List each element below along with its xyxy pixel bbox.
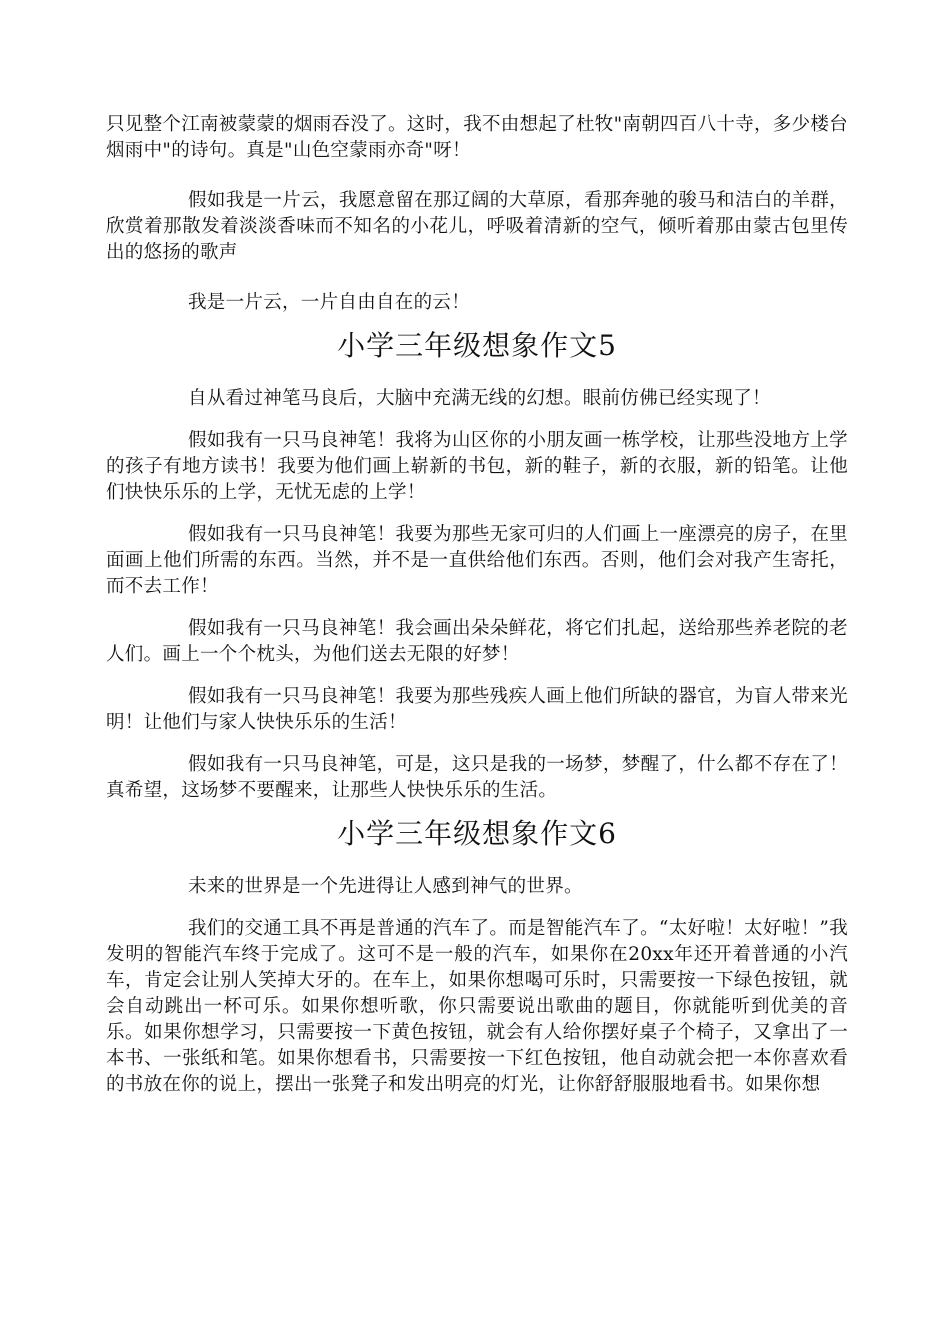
paragraph: 假如我有一只马良神笔！我会画出朵朵鲜花，将它们扎起，送给那些养老院的老人们。画上一个个枕头，为他们送去无限的好梦！	[106, 618, 848, 665]
paragraph: 未来的世界是一个先进得让人感到神气的世界。	[188, 876, 583, 897]
document-page	[106, 112, 848, 1098]
paragraph: 假如我是一片云，我愿意留在那辽阔的大草原，看那奔驰的骏马和洁白的羊群，欣赏着那散发着淡淡香味而不知名的小花儿，呼吸着清新的空气，倾听着那由蒙古包里传出的悠扬的歌声	[106, 190, 848, 263]
paragraph: 假如我有一只马良神笔！我要为那些无家可归的人们画上一座漂亮的房子，在里面画上他们所需的东西。当然，并不是一直供给他们东西。否则，他们会对我产生寄托，而不去工作！	[106, 524, 848, 597]
paragraph: 自从看过神笔马良后，大脑中充满无线的幻想。眼前仿佛已经实现了！	[188, 388, 771, 409]
paragraph: 假如我有一只马良神笔！我将为山区你的小朋友画一栋学校，让那些没地方上学的孩子有地方读书！我要为他们画上崭新的书包，新的鞋子，新的衣服，新的铅笔。让他们快快乐乐的上学，无忧无虑的上学！	[106, 430, 848, 503]
paragraph: 我们的交通工具不再是普通的汽车了。而是智能汽车了。“太好啦！太好啦！”我发明的智能汽车终于完成了。这可不是一般的汽车，如果你在20xx年还开着普通的小汽车，肯定会让别人笑掉大牙的。在车上，如果你想喝可乐时，只需要按一下绿色按钮，就会自动跳出一杯可乐。如果你想听歌，你只需要说出歌曲的题目，你就能听到优美的音乐。如果你想学习，只需要按一下黄色按钮，就会有人给你摆好桌子个椅子，又拿出了一本书、一张纸和笔。如果你想看书，只需要按一下红色按钮，他自动就会把一本你喜欢看的书放在你的说上，摆出一张凳子和发出明亮的灯光，让你舒舒服服地看书。如果你想	[106, 918, 848, 1095]
section-title-6: 小学三年级想象作文6	[337, 817, 617, 850]
section-title-5: 小学三年级想象作文5	[337, 329, 617, 362]
paragraph: 我是一片云，一片自由自在的云！	[188, 292, 471, 313]
paragraph: 假如我有一只马良神笔，可是，这只是我的一场梦，梦醒了，什么都不存在了！真希望，这场梦不要醒来，让那些人快快乐乐的生活。	[106, 754, 848, 801]
paragraph: 只见整个江南被蒙蒙的烟雨吞没了。这时，我不由想起了杜牧"南朝四百八十寺，多少楼台烟雨中"的诗句。真是"山色空蒙雨亦奇"呀！	[106, 114, 849, 161]
paragraph: 假如我有一只马良神笔！我要为那些残疾人画上他们所缺的器官，为盲人带来光明！让他们与家人快快乐乐的生活！	[106, 686, 848, 733]
